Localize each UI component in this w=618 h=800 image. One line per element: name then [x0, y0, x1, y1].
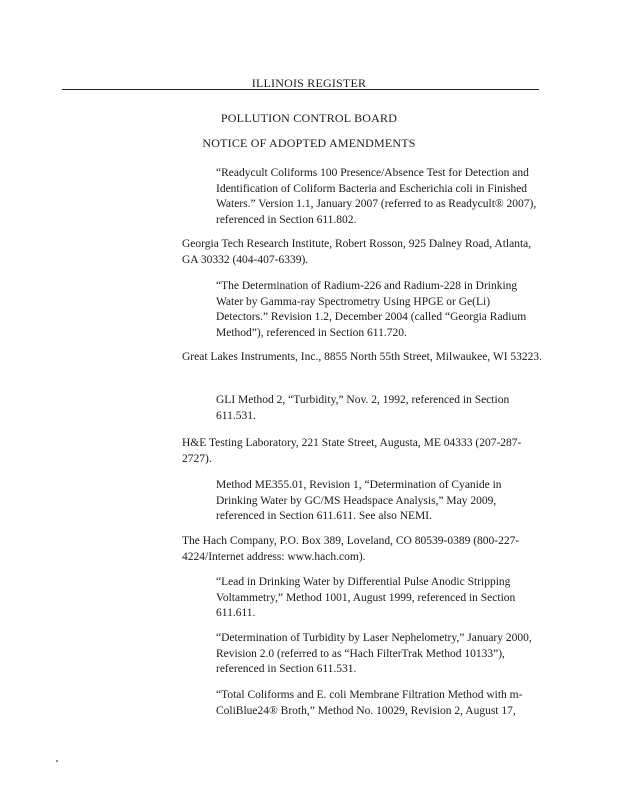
ref-hach-coliform: “Total Coliforms and E. coli Membrane Filtration Method with m-ColiBlue24® Broth,” Method No. 10029, Revision 2, August 17, [216, 689, 523, 717]
ref-gli-method: GLI Method 2, “Turbidity,” Nov. 2, 1992, referenced in Section 611.531. [216, 394, 510, 422]
ref-readycult: “Readycult Coliforms 100 Presence/Absence Test for Detection and Identification of Coliform Bacteria and Escherichia coli in Finished Waters.” Version 1.1, January 2007 (referred to as Readycult® 2007), referenced in Section 611.802. [216, 167, 537, 226]
board-title: POLLUTION CONTROL BOARD [220, 111, 398, 125]
org-he-testing: H&E Testing Laboratory, 221 State Street, Augusta, ME 04333 (207-287-2727). [182, 437, 522, 465]
ref-hach-turbidity: “Determination of Turbidity by Laser Nephelometry,” January 2000, Revision 2.0 (referred to as “Hach FilterTrak Method 10133”), referenced in Section 611.531. [216, 632, 532, 675]
ref-hach-lead: “Lead in Drinking Water by Differential Pulse Anodic Stripping Voltammetry,” Method 1001, August 1999, referenced in Section 611.611. [216, 576, 516, 619]
org-hach: The Hach Company, P.O. Box 389, Loveland, CO 80539-0389 (800-227-4224/Internet address: www.hach.com). [182, 535, 520, 563]
register-title: ILLINOIS REGISTER [251, 76, 367, 90]
notice-title: NOTICE OF ADOPTED AMENDMENTS [202, 136, 416, 150]
org-great-lakes: Great Lakes Instruments, Inc., 8855 North 55th Street, Milwaukee, WI 53223. [182, 351, 543, 363]
ref-georgia-radium: “The Determination of Radium-226 and Radium-228 in Drinking Water by Gamma-ray Spectrometry Using HPGE or Ge(Li) Detectors.” Revision 1.2, December 2004 (called “Georgia Radium Method”), referenced in Section 611.720. [216, 280, 527, 339]
org-georgia-tech: Georgia Tech Research Institute, Robert Rosson, 925 Dalney Road, Atlanta, GA 30332 (404-407-6339). [182, 238, 532, 266]
ref-me355: Method ME355.01, Revision 1, “Determination of Cyanide in Drinking Water by GC/MS Headspace Analysis,” May 2009, referenced in Section 611.611. See also NEMI. [216, 479, 502, 522]
scan-speck [56, 760, 58, 762]
